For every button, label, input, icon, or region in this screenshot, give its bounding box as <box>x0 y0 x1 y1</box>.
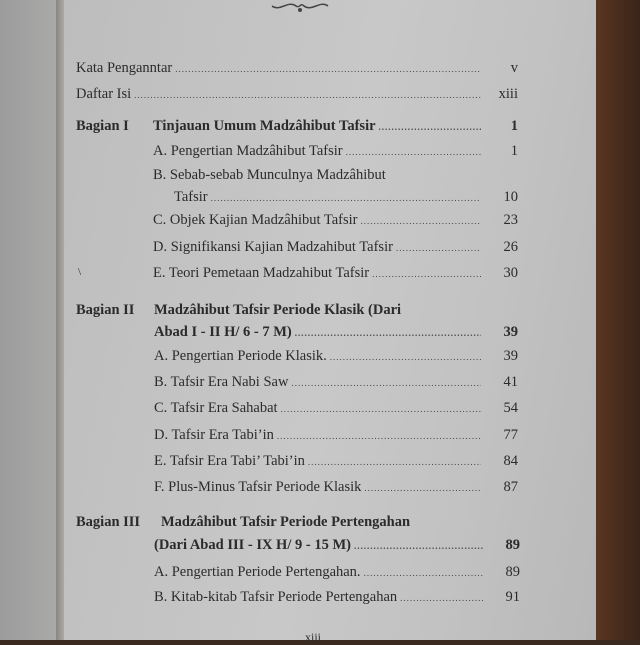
entry-page: 87 <box>503 479 518 495</box>
part-label: Bagian II <box>76 302 135 318</box>
ornament-icon <box>270 0 330 16</box>
entry-label: B. Kitab-kitab Tafsir Periode Pertengahan <box>154 589 398 605</box>
entry-label: B. Tafsir Era Nabi Saw <box>154 374 289 390</box>
toc-entry <box>76 60 518 77</box>
leader-dots <box>295 328 481 338</box>
leader-dots <box>354 541 483 551</box>
leader-dots <box>364 483 481 493</box>
entry-label: D. Tafsir Era Tabi’in <box>154 427 274 443</box>
toc-entry <box>76 86 518 103</box>
entry-label-cont: Tafsir <box>174 189 208 205</box>
toc-entry <box>154 564 520 581</box>
leader-dots <box>277 431 481 441</box>
leader-dots <box>400 593 483 603</box>
adjacent-page <box>0 0 56 640</box>
entry-page: 23 <box>503 212 518 228</box>
entry-page: v <box>510 60 518 76</box>
leader-dots <box>361 216 482 226</box>
leader-dots <box>330 352 481 362</box>
toc-entry <box>154 479 518 496</box>
toc-entry <box>154 400 518 417</box>
entry-page: 54 <box>503 400 518 416</box>
entry-label: Abad I - II H/ 6 - 7 M) <box>154 324 292 340</box>
table-surface <box>596 0 640 640</box>
entry-page: 89 <box>505 564 520 580</box>
entry-label: Daftar Isi <box>76 86 132 102</box>
part-title-cont <box>154 537 520 554</box>
entry-label: E. Teori Pemetaan Madzahibut Tafsir <box>153 265 370 281</box>
entry-label: C. Tafsir Era Sahabat <box>154 400 278 416</box>
toc-entry <box>153 212 518 229</box>
page-number: xiii <box>305 630 322 644</box>
toc-entry <box>154 427 518 444</box>
entry-page: 41 <box>503 374 518 390</box>
leader-dots <box>308 457 481 467</box>
leader-dots <box>396 243 481 253</box>
part-title-cont <box>154 324 518 341</box>
entry-page: 84 <box>503 453 518 469</box>
leader-dots <box>175 64 481 74</box>
leader-dots <box>364 568 483 578</box>
toc-entry <box>153 143 518 160</box>
leader-dots <box>281 404 481 414</box>
leader-dots <box>211 193 481 203</box>
entry-page: 10 <box>503 189 518 205</box>
part-title: Madzâhibut Tafsir Periode Klasik (Dari <box>154 302 402 318</box>
leader-dots <box>379 122 481 132</box>
entry-label: A. Pengertian Periode Klasik. <box>154 348 327 364</box>
entry-label: F. Plus-Minus Tafsir Periode Klasik <box>154 479 362 495</box>
entry-page: 30 <box>503 265 518 281</box>
entry-page: 89 <box>505 537 520 553</box>
entry-page: 39 <box>503 324 518 340</box>
entry-label: A. Pengertian Madzâhibut Tafsir <box>153 143 343 159</box>
entry-label: E. Tafsir Era Tabi’ Tabi’in <box>154 453 305 469</box>
leader-dots <box>134 90 481 100</box>
entry-label: A. Pengertian Periode Pertengahan. <box>154 564 361 580</box>
entry-label: C. Objek Kajian Madzâhibut Tafsir <box>153 212 358 228</box>
entry-page: 26 <box>503 239 518 255</box>
entry-page: 91 <box>505 589 520 605</box>
toc-entry <box>174 189 518 206</box>
toc-entry <box>154 589 520 606</box>
entry-page: 39 <box>503 348 518 364</box>
leader-dots <box>346 147 481 157</box>
toc-entry <box>154 348 518 365</box>
part-label: Bagian III <box>76 514 141 530</box>
part-title: Madzâhibut Tafsir Periode Pertengahan <box>161 514 411 530</box>
toc-entry <box>154 374 518 391</box>
toc-entry <box>153 239 518 256</box>
entry-page: 77 <box>503 427 518 443</box>
leader-dots <box>372 269 481 279</box>
entry-page: 1 <box>510 143 518 159</box>
toc-entry <box>154 453 518 470</box>
entry-page: xiii <box>498 86 518 102</box>
entry-label: Tinjauan Umum Madzâhibut Tafsir <box>153 118 376 134</box>
entry-page: 1 <box>510 118 518 134</box>
part-title <box>153 118 518 135</box>
leader-dots <box>291 378 481 388</box>
entry-label: Kata Penganntar <box>76 60 173 76</box>
margin-mark: \ <box>78 266 82 278</box>
toc-entry <box>153 265 518 282</box>
part-label: Bagian I <box>76 118 129 134</box>
entry-label: D. Signifikansi Kajian Madzahibut Tafsir <box>153 239 393 255</box>
entry-label: B. Sebab-sebab Munculnya Madzâhibut <box>153 167 386 183</box>
entry-label: (Dari Abad III - IX H/ 9 - 15 M) <box>154 537 351 553</box>
